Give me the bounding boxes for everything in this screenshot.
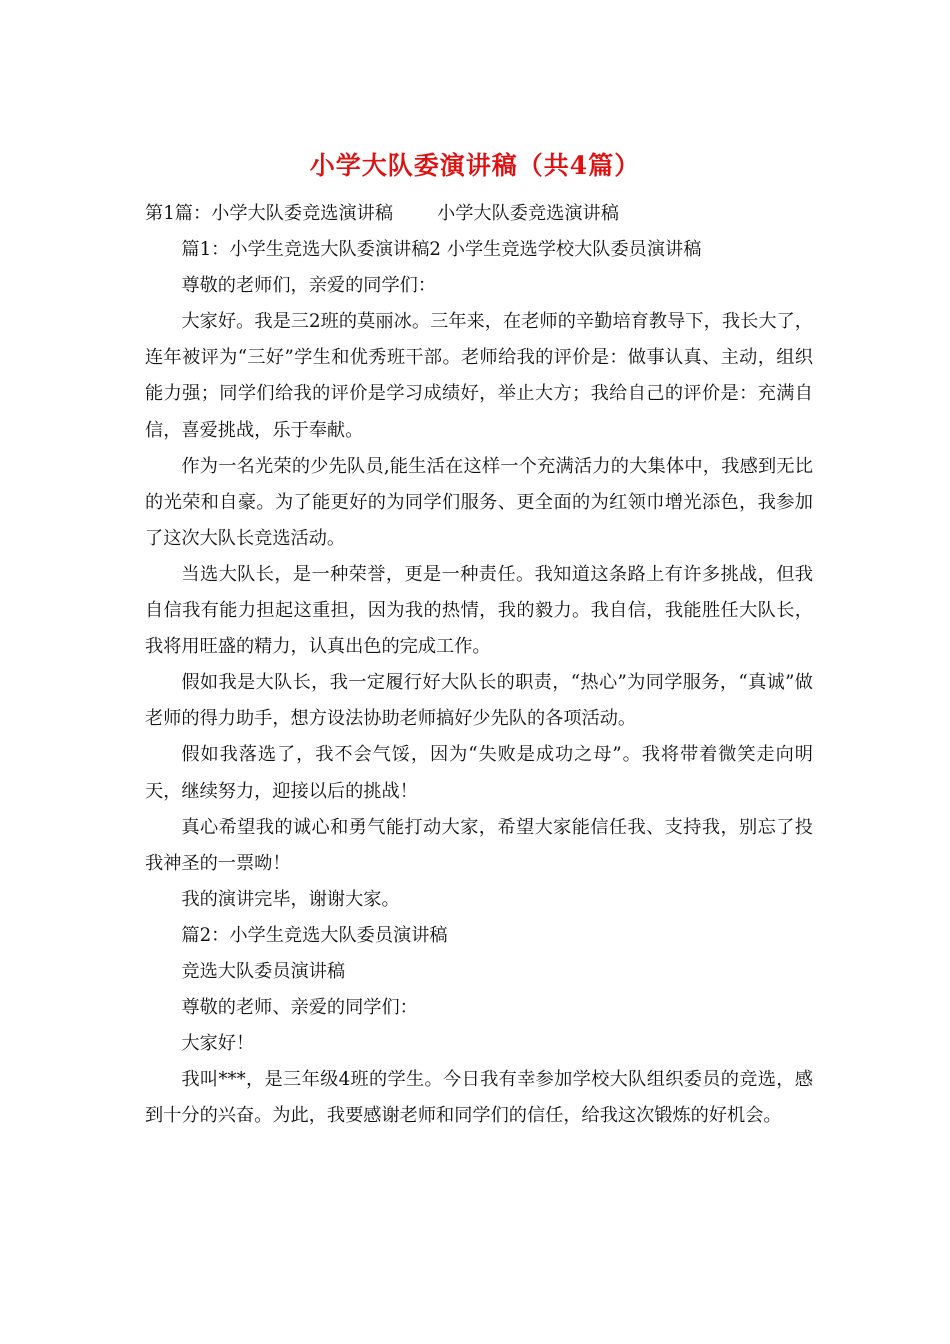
paragraph: 真心希望我的诚心和勇气能打动大家，希望大家能信任我、支持我，别忘了投我神圣的一票呦！ xyxy=(145,816,813,874)
paragraph: 当选大队长，是一种荣誉，更是一种责任。我知道这条路上有许多挑战，但我自信我有能力担起这重担，因为我的热情，我的毅力。我自信，我能胜任大队长，我将用旺盛的精力，认真出色的完成工作。 xyxy=(145,563,813,658)
section-header-line xyxy=(145,196,813,232)
paragraph: 大家好。我是三2班的莫丽冰。三年来，在老师的辛勤培育教导下，我长大了，连年被评为“三好”学生和优秀班干部。老师给我的评价是：做事认真、主动，组织能力强；同学们给我的评价是学习成绩好，举止大方；我给自己的评价是：充满自信，喜爱挑战，乐于奉献。 xyxy=(145,311,813,441)
paragraph: 我的演讲完毕，谢谢大家。 xyxy=(181,888,400,910)
paragraph: 我叫***，是三年级4班的学生。今日我有幸参加学校大队组织委员的竞选，感到十分的兴奋。为此，我要感谢老师和同学们的信任，给我这次锻炼的好机会。 xyxy=(145,1069,813,1127)
section-header-part1: 第1篇：小学大队委竞选演讲稿 xyxy=(145,203,394,224)
paragraph: 尊敬的老师、亲爱的同学们： xyxy=(181,997,418,1019)
paragraph: 篇2：小学生竞选大队委员演讲稿 xyxy=(181,924,448,946)
paragraph: 大家好！ xyxy=(181,1033,255,1055)
document-body xyxy=(145,196,813,1134)
paragraph: 尊敬的老师们，亲爱的同学们： xyxy=(181,275,437,297)
paragraph: 作为一名光荣的少先队员,能生活在这样一个充满活力的大集体中，我感到无比的光荣和自豪。为了能更好的为同学们服务、更全面的为红领巾增光添色，我参加了这次大队长竞选活动。 xyxy=(145,455,813,549)
paragraph: 篇1：小学生竞选大队委演讲稿2 小学生竞选学校大队委员演讲稿 xyxy=(181,239,702,261)
paragraph: 假如我是大队长，我一定履行好大队长的职责，“热心”为同学服务，“真诚”做老师的得力助手，想方设法协助老师搞好少先队的各项活动。 xyxy=(145,672,813,730)
section-header-part2: 小学大队委竞选演讲稿 xyxy=(437,203,619,224)
paragraph: 假如我落选了，我不会气馁，因为“失败是成功之母”。我将带着微笑走向明天，继续努力，迎接以后的挑战！ xyxy=(145,744,813,802)
paragraph: 竞选大队委员演讲稿 xyxy=(181,960,346,982)
document-title: 小学大队委演讲稿（共4篇） xyxy=(309,151,641,180)
